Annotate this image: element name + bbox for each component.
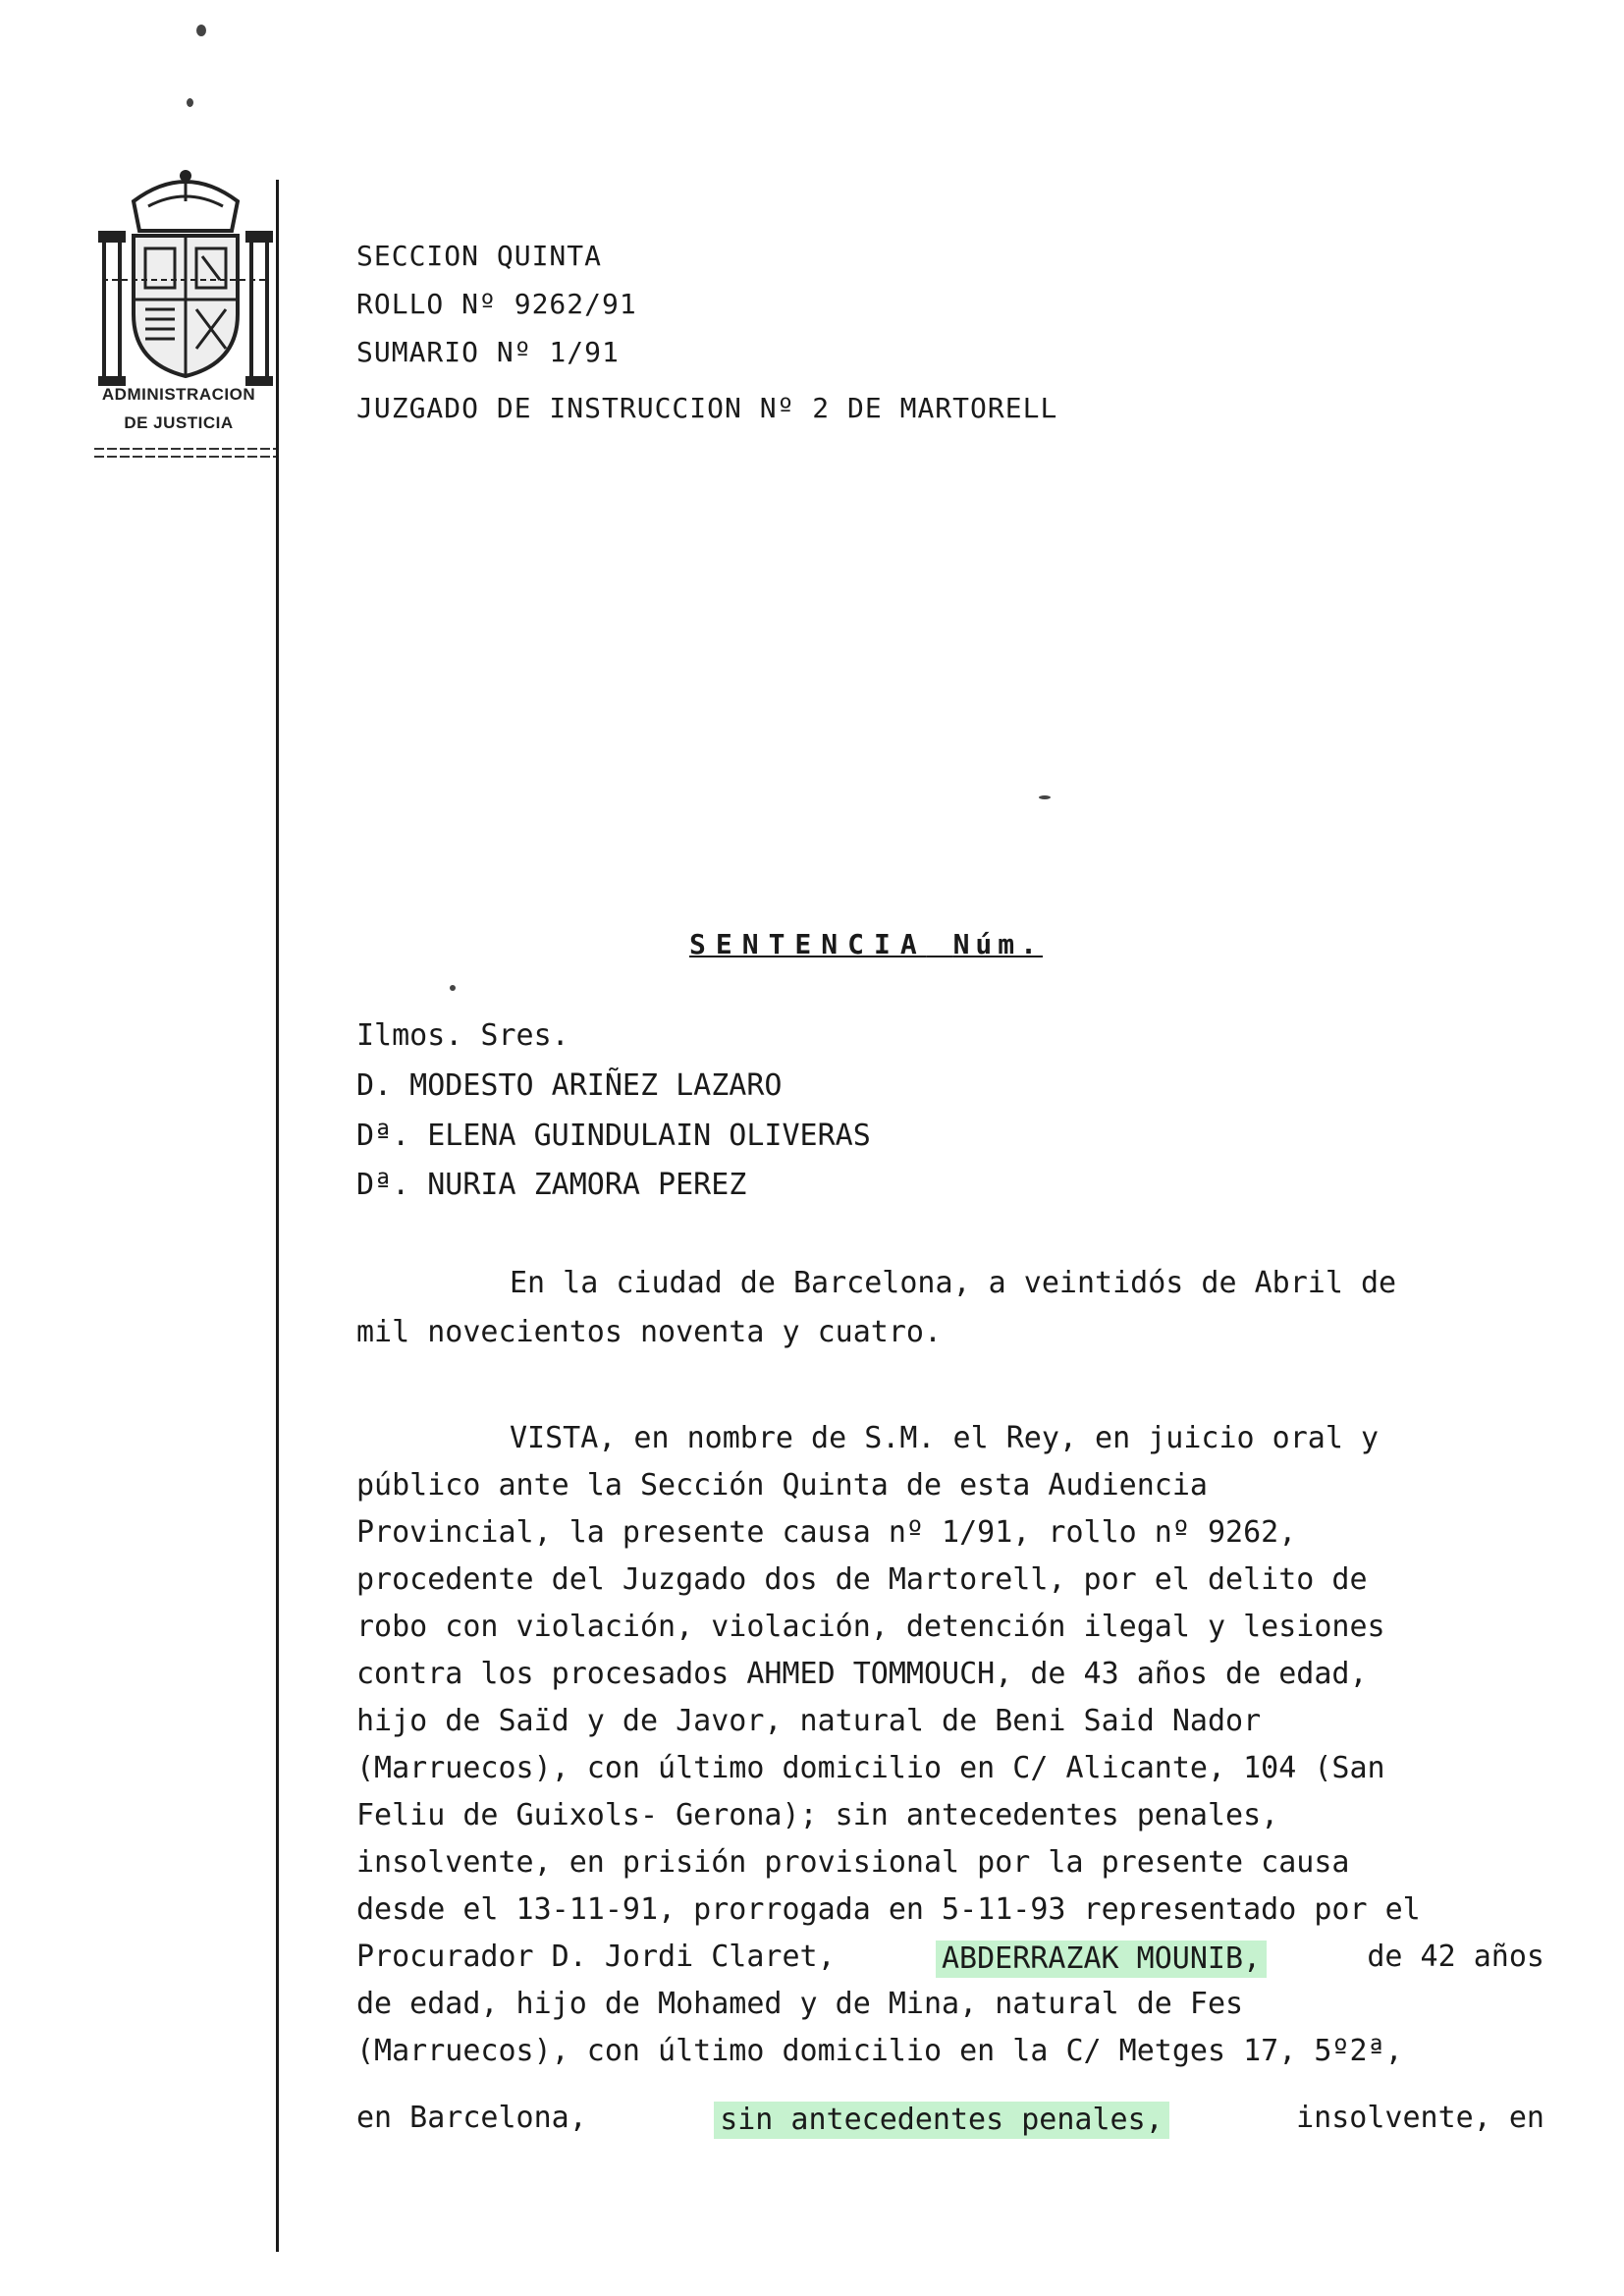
highlighted-antecedentes: sin antecedentes penales, (714, 2102, 1169, 2139)
title-main: SENTENCIA (689, 928, 927, 960)
seal-line-1: ADMINISTRACION (101, 385, 256, 404)
para2-line-3: Provincial, la presente causa nº 1/91, rollo nº 9262, (356, 1515, 1297, 1550)
header-section: SECCION QUINTA (356, 240, 603, 272)
judge-2: Dª. ELENA GUINDULAIN OLIVERAS (356, 1119, 871, 1153)
para2-line-5: robo con violación, violación, detención ilegal y lesiones (356, 1610, 1385, 1644)
para2-line-11: desde el 13-11-91, prorrogada en 5-11-93 representado por el (356, 1892, 1421, 1927)
title-number: Núm. (952, 928, 1044, 960)
para2-line-6: contra los procesados AHMED TOMMOUCH, de 43 años de edad, (356, 1657, 1368, 1691)
para2-line-10: insolvente, en prisión provisional por la presente causa (356, 1845, 1350, 1880)
scan-speck (187, 98, 193, 107)
para2-line-15-c: insolvente, en (1296, 2101, 1544, 2135)
header-sumario: SUMARIO Nº 1/91 (356, 336, 620, 368)
para2-line-15 (356, 2102, 1544, 2139)
header-juzgado: JUZGADO DE INSTRUCCION Nº 2 DE MARTORELL (356, 392, 1058, 424)
judge-1: D. MODESTO ARIÑEZ LAZARO (356, 1068, 783, 1103)
para2-line-8: (Marruecos), con último domicilio en C/ Alicante, 104 (San (356, 1751, 1385, 1785)
para2-line-1: VISTA, en nombre de S.M. el Rey, en juicio oral y (510, 1421, 1380, 1455)
para1-line-2: mil novecientos noventa y cuatro. (356, 1315, 943, 1349)
para2-line-13: de edad, hijo de Mohamed y de Mina, natural de Fes (356, 1987, 1244, 2021)
judge-3: Dª. NURIA ZAMORA PEREZ (356, 1168, 747, 1202)
margin-rule (276, 180, 279, 2252)
scan-speck (450, 985, 456, 991)
judges-intro: Ilmos. Sres. (356, 1018, 569, 1053)
seal-line-2: DE JUSTICIA (124, 413, 234, 432)
para2-line-9: Feliu de Guixols- Gerona); sin antecedentes penales, (356, 1798, 1279, 1832)
scan-speck (1039, 795, 1051, 799)
document-title (689, 928, 1043, 960)
para1-line-1: En la ciudad de Barcelona, a veintidós de Abril de (510, 1266, 1397, 1300)
header-rollo: ROLLO Nº 9262/91 (356, 288, 637, 320)
para2-line-2: público ante la Sección Quinta de esta Audiencia (356, 1468, 1208, 1503)
highlighted-name: ABDERRAZAK MOUNIB, (936, 1941, 1267, 1978)
para2-line-12-a: Procurador D. Jordi Claret, (356, 1940, 836, 1974)
para2-line-12-c: de 42 años (1367, 1940, 1544, 1974)
para2-line-7: hijo de Saïd y de Javor, natural de Beni Said Nador (356, 1704, 1262, 1738)
scan-speck (196, 25, 206, 36)
para2-line-4: procedente del Juzgado dos de Martorell, por el delito de (356, 1562, 1368, 1597)
para2-line-14: (Marruecos), con último domicilio en la C/ Metges 17, 5º2ª, (356, 2034, 1403, 2068)
para2-line-12 (356, 1941, 1544, 1978)
para2-line-15-a: en Barcelona, (356, 2101, 587, 2135)
